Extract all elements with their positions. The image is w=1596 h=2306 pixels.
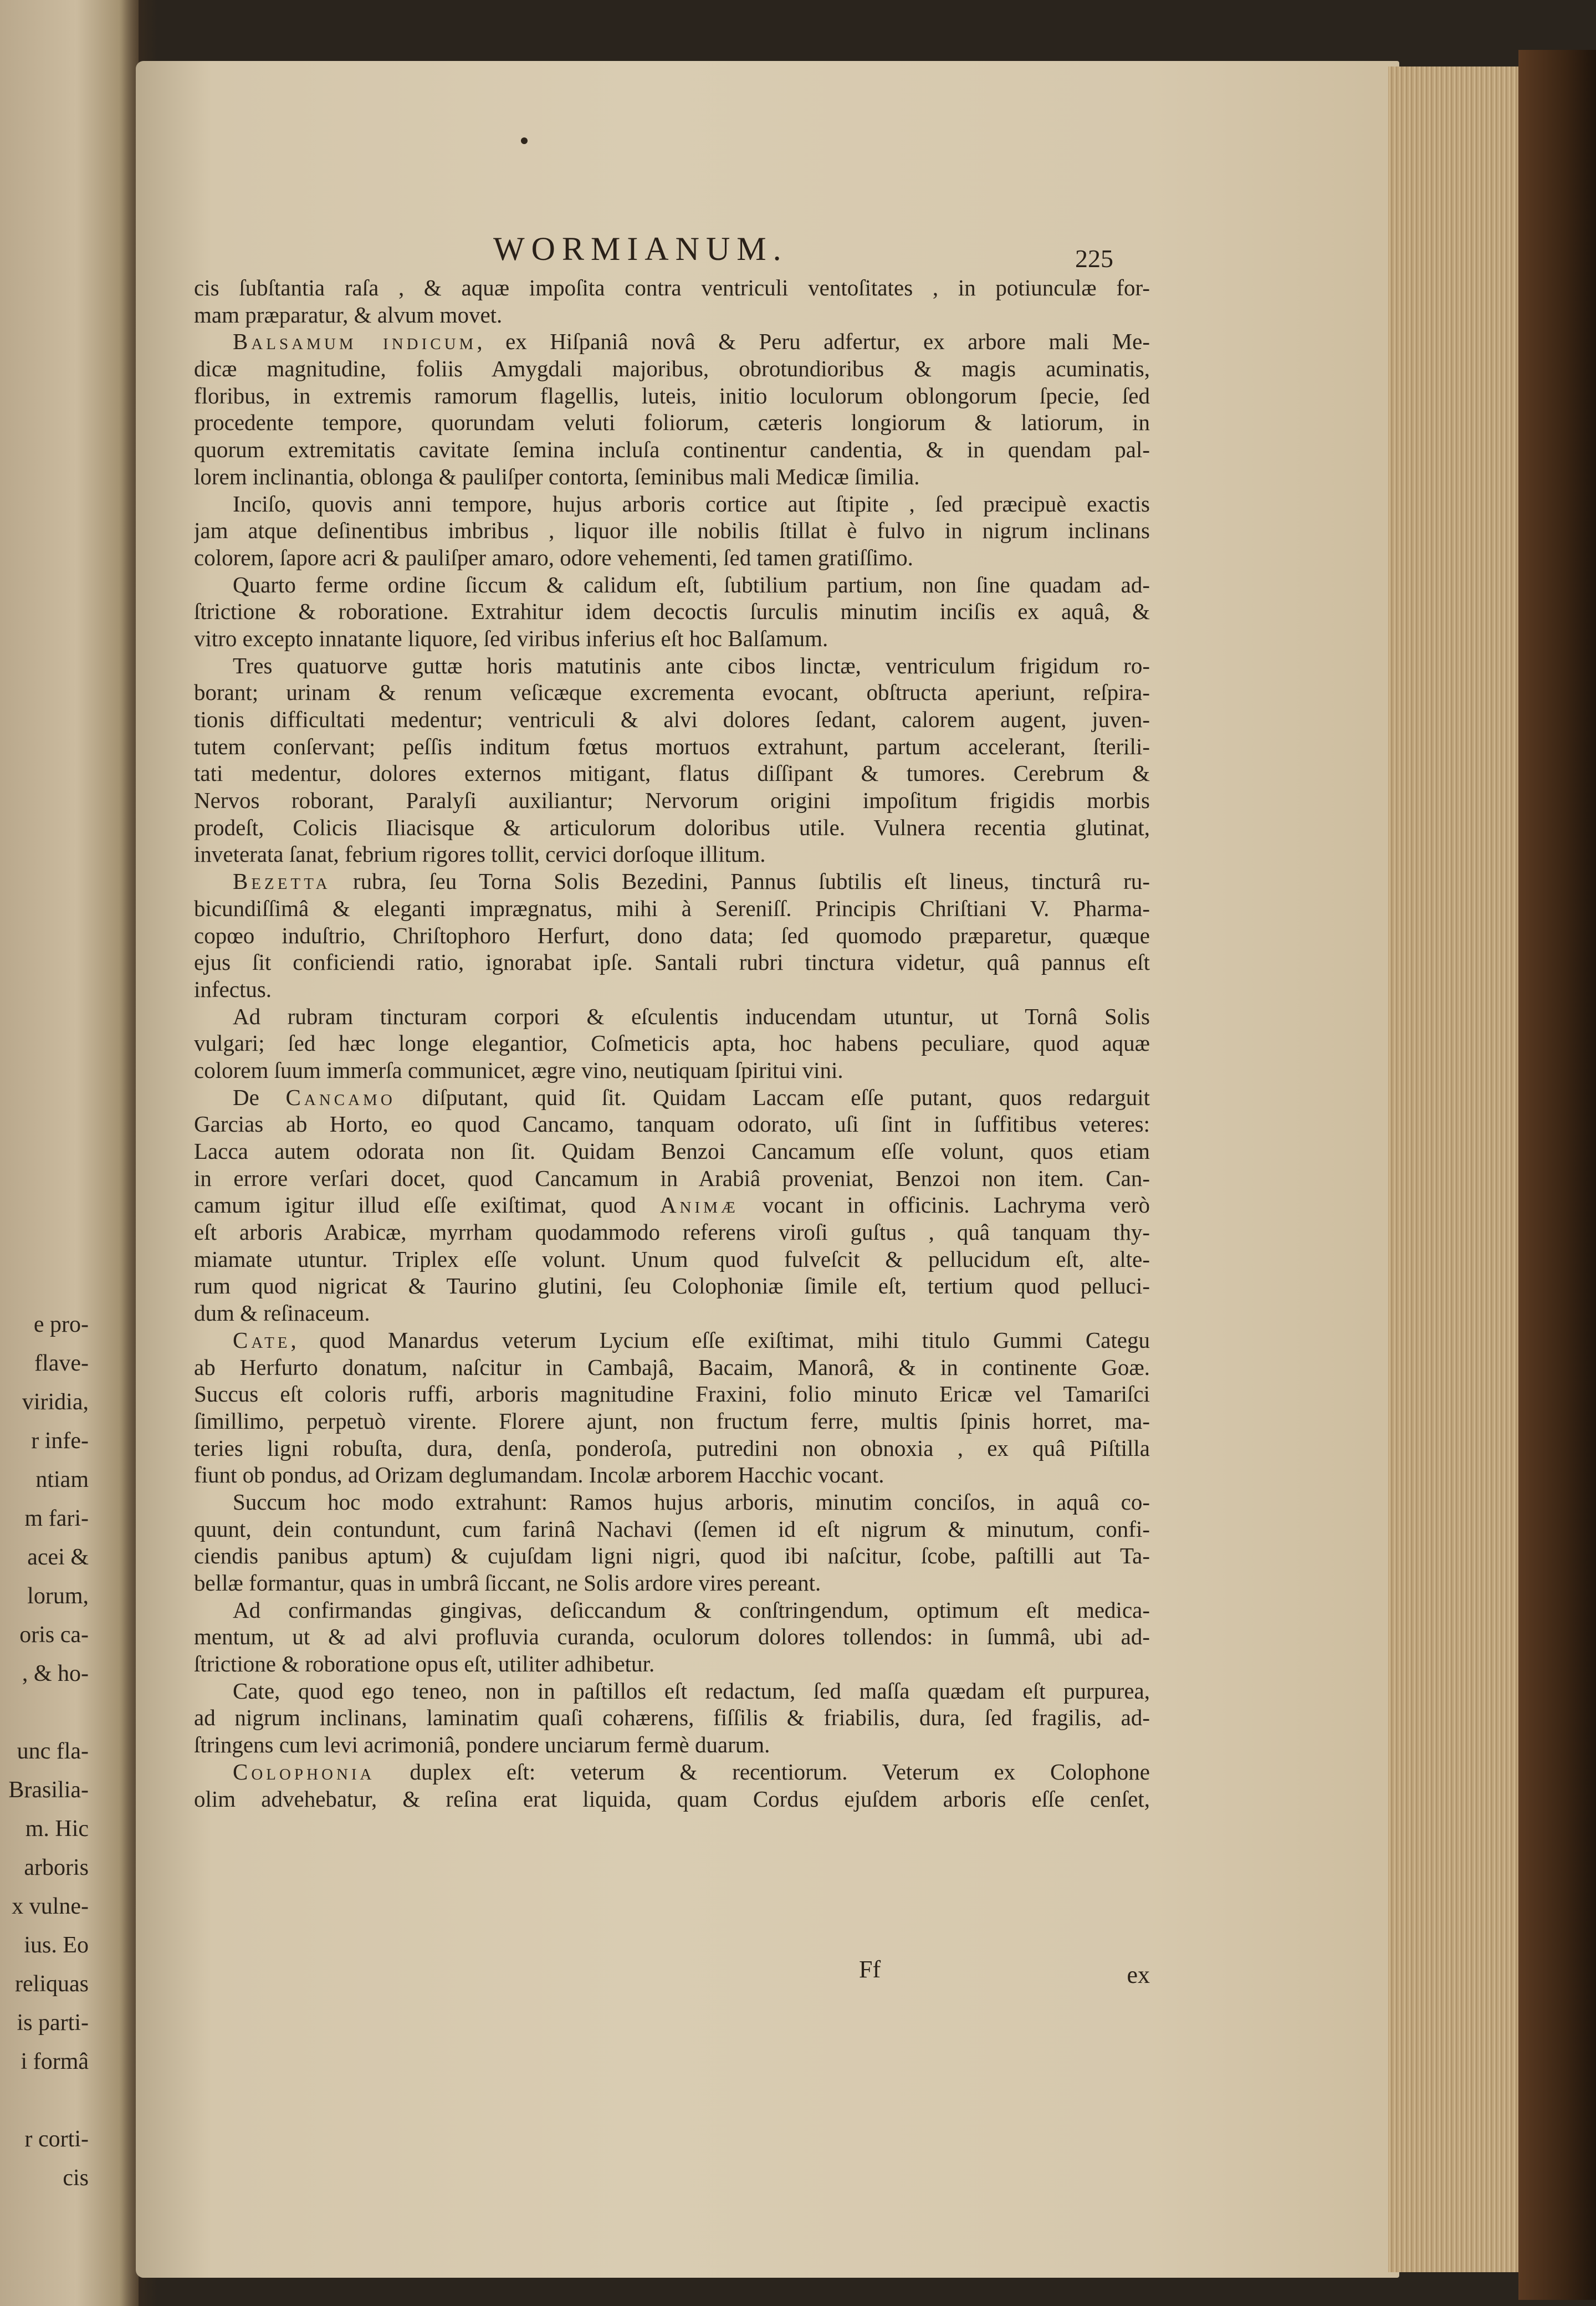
text-line <box>194 1111 1150 1138</box>
line-text: jam atque deſinentibus imbribus , liquor ille nobilis ſtillat è fulvo in nigrum inclinans <box>194 518 1150 544</box>
entry-headword: Colophonia <box>233 1758 375 1785</box>
text-line <box>194 1138 1150 1165</box>
entry-headword: Bezetta <box>233 868 331 894</box>
text-line <box>194 1380 1150 1408</box>
line-text: Cate, quod ego teneo, non in paſtillos eſt redactum, ſed maſſa quædam eſt purpurea, <box>233 1678 1150 1704</box>
line-text: ad nigrum inclinans, laminatim quaſi cohærens, fiſſilis & friabilis, dura, ſed fragilis, ad- <box>194 1705 1150 1731</box>
line-text: Inciſo, quovis anni tempore, hujus arboris cortice aut ſtipite , ſed præcipuè exactis <box>233 490 1150 517</box>
text-line <box>194 1165 1150 1192</box>
line-text: fiunt ob pondus, ad Orizam deglumandam. Incolæ arborem Hacchic vocant. <box>194 1462 884 1488</box>
text-line <box>194 1408 1150 1435</box>
page-footer <box>194 1955 1150 1988</box>
text-line <box>194 571 1150 599</box>
text-line <box>194 1435 1150 1462</box>
line-text: , quod Manardus veterum Lycium eſſe exiſtimat, mihi titulo Gummi Categu <box>290 1327 1150 1353</box>
text-line <box>194 1731 1150 1758</box>
text-line <box>194 625 1150 652</box>
ink-spot <box>521 137 528 144</box>
text-line <box>194 1084 1150 1111</box>
entry-headword: Cate <box>233 1327 291 1353</box>
text-line <box>194 1057 1150 1084</box>
text-line <box>194 1569 1150 1597</box>
line-text: Succum hoc modo extrahunt: Ramos hujus arboris, minutim conciſos, in aquâ co- <box>233 1489 1150 1515</box>
text-line <box>194 652 1150 679</box>
text-line <box>194 1678 1150 1705</box>
line-text: rum quod nigricat & Taurino glutini, ſeu Colophoniæ ſimile eſt, tertium quod pelluci- <box>194 1273 1150 1299</box>
line-text: vocant in officinis. Lachryma verò <box>738 1192 1150 1218</box>
line-text: colorem, ſapore acri & pauliſper amaro, odore vehementi, ſed tamen gratiſſimo. <box>194 544 913 570</box>
line-text: Ad confirmandas gingivas, deſiccandum & conſtringendum, optimum eſt medica- <box>233 1597 1150 1623</box>
left-margin-line: cis <box>63 2165 89 2191</box>
line-text: Succus eſt coloris ruffi, arboris magnitudine Fraxini, folio minuto Ericæ vel Tamariſci <box>194 1381 1150 1407</box>
left-margin-line: m. Hic <box>25 1816 89 1842</box>
left-margin-line: ntiam <box>35 1467 89 1492</box>
text-line <box>194 1354 1150 1381</box>
line-text: quunt, dein contundunt, cum farinâ Nachavi (ſemen id eſt nigrum & minutum, confi- <box>194 1516 1150 1542</box>
text-line <box>194 922 1150 949</box>
left-margin-line: acei & <box>27 1545 89 1570</box>
text-line <box>194 1272 1150 1300</box>
left-margin-line: lorum, <box>27 1583 89 1609</box>
line-text: Quarto ferme ordine ſiccum & calidum eſt, ſubtilium partium, non ſine quadam ad- <box>233 571 1150 597</box>
line-text: Lacca autem odorata non ſit. Quidam Benzoi Cancamum eſſe volunt, quos etiam <box>194 1138 1150 1164</box>
main-text-block <box>194 274 1150 1812</box>
line-text: mentum, ut & ad alvi profluvia curanda, oculorum dolores tollendos: in ſummâ, ubi ad- <box>194 1624 1150 1650</box>
line-text: infectus. <box>194 976 272 1002</box>
line-text: copœo induſtrio, Chriſtophoro Herfurt, dono data; ſed quomodo præparetur, quæque <box>194 922 1150 948</box>
text-line <box>194 544 1150 571</box>
signature-mark: Ff <box>859 1956 881 1983</box>
text-line <box>194 1516 1150 1543</box>
text-line <box>194 517 1150 544</box>
text-line <box>194 490 1150 518</box>
text-line <box>194 1758 1150 1786</box>
line-text: , ex Hiſpaniâ novâ & Peru adfertur, ex arbore mali Me- <box>477 329 1150 355</box>
text-line <box>194 1030 1150 1057</box>
line-text: rubra, ſeu Torna Solis Bezedini, Pannus ſubtilis eſt lineus, tincturâ ru- <box>330 868 1150 894</box>
text-line <box>194 868 1150 895</box>
text-line <box>194 598 1150 625</box>
line-text: eſt arboris Arabicæ, myrrham quodammodo referens viroſi guſtus , quâ tanquam thy- <box>194 1219 1150 1245</box>
line-text: bicundiſſimâ & eleganti imprægnatus, mihi à Sereniſſ. Principis Chriſtiani V. Pharma- <box>194 895 1150 921</box>
left-margin-line <box>0 2081 89 2120</box>
line-text: Nervos roborant, Paralyſi auxiliantur; Nervorum origini impoſitum frigidis morbis <box>194 788 1150 814</box>
line-text: cis ſubſtantia raſa , & aquæ impoſita contra ventriculi ventoſitates , in potiunculæ for- <box>194 275 1150 300</box>
line-text: miamate utuntur. Triplex eſſe volunt. Unum quod fulveſcit & pellucidum eſt, alte- <box>194 1246 1150 1272</box>
page-edges <box>1388 67 1527 2272</box>
text-line <box>194 382 1150 410</box>
line-text: olim advehebatur, & reſina erat liquida, quam Cordus ejuſdem arboris eſſe cenſet, <box>194 1786 1150 1812</box>
line-text: bellæ formantur, quas in umbrâ ſiccant, ne Solis ardore vires pereant. <box>194 1570 821 1596</box>
line-text: vitro excepto innatante liquore, ſed viribus inferius eſt hoc Balſamum. <box>194 625 828 651</box>
left-margin-line: r corti- <box>24 2126 89 2152</box>
line-text: ſimillimo, perpetuò virente. Florere ajunt, non fructum ferre, multis ſpinis horret, ma- <box>194 1408 1150 1434</box>
line-text: colorem ſuum immerſa communicet, ægre vino, neutiquam ſpiritui vini. <box>194 1057 843 1083</box>
catchword: ex <box>1127 1961 1150 1988</box>
left-margin-line: m fari- <box>24 1506 89 1531</box>
line-text: in errore verſari docet, quod Cancamum in Arabiâ proveniat, Benzoi non item. Can- <box>194 1165 1150 1191</box>
line-text: inveterata ſanat, febrium rigores tollit, cervici dorſoque illitum. <box>194 841 766 867</box>
book-cover-board <box>1518 50 1596 2300</box>
text-line <box>194 841 1150 868</box>
left-margin-line: viridia, <box>22 1389 89 1415</box>
line-text: ſtringens cum levi acrimoniâ, pondere unciarum fermè duarum. <box>194 1732 770 1758</box>
text-line <box>194 301 1150 329</box>
line-text: floribus, in extremis ramorum flagellis, luteis, initio loculorum oblongorum ſpecie, ſed <box>194 382 1150 408</box>
left-margin-line: arboris <box>24 1855 89 1880</box>
line-text: mam præparatur, & alvum movet. <box>194 301 503 328</box>
text-line <box>194 1461 1150 1489</box>
line-text: vulgari; ſed hæc longe elegantior, Coſmeticis apta, hoc habens peculiare, quod aquæ <box>194 1030 1150 1056</box>
text-line <box>194 1246 1150 1273</box>
line-text: quorum extremitatis cavitate ſemina incluſa continentur candentia, & in quendam pal- <box>194 437 1150 463</box>
left-margin-line: r infe- <box>31 1428 89 1454</box>
left-margin-line: e pro- <box>33 1312 89 1337</box>
text-line <box>194 1489 1150 1516</box>
line-text: prodeſt, Colicis Iliacisque & articulorum doloribus utile. Vulnera recentia glutinat, <box>194 814 1150 840</box>
text-line <box>194 1542 1150 1569</box>
line-text: tionis difficultati medentur; ventriculi & alvi dolores ſedant, calorem augent, juven- <box>194 707 1150 732</box>
left-margin-line <box>0 1693 89 1732</box>
text-line <box>194 679 1150 706</box>
text-line <box>194 1300 1150 1327</box>
text-line <box>194 436 1150 463</box>
entry-headword: Cancamo <box>285 1084 396 1110</box>
line-text: Ad rubram tincturam corpori & eſculentis inducendam utuntur, ut Tornâ Solis <box>233 1003 1150 1029</box>
text-line <box>194 463 1150 490</box>
line-text: ſtrictione & roboratione. Extrahitur idem decoctis ſurculis minutim inciſis ex aquâ, & <box>194 599 1150 625</box>
line-text: procedente tempore, quorundam veluti foliorum, cæteris longiorum & latiorum, in <box>194 410 1150 436</box>
text-line <box>194 949 1150 976</box>
line-text: ejus ſit conficiendi ratio, ignorabat ipſe. Santali rubri tinctura videtur, quâ pannus eſt <box>194 949 1150 975</box>
left-margin-line: Brasilia- <box>8 1777 89 1803</box>
text-line <box>194 1003 1150 1030</box>
text-line <box>194 355 1150 382</box>
text-line <box>194 274 1150 301</box>
line-text: tutem conſervant; peſſis inditum fœtus mortuos extrahunt, partum accelerant, ſterili- <box>194 733 1150 759</box>
line-text: teries ligni robuſta, dura, denſa, ponderoſa, putredini non obnoxia , ex quâ Piſtilla <box>194 1435 1150 1461</box>
text-line <box>194 814 1150 841</box>
text-line <box>194 1597 1150 1624</box>
line-text: borant; urinam & renum veſicæque excrementa evocant, obſtructa aperiunt, reſpira- <box>194 679 1150 705</box>
left-margin-line: reliquas <box>15 1971 89 1997</box>
text-line <box>194 787 1150 814</box>
text-line <box>194 1327 1150 1354</box>
text-line <box>194 328 1150 355</box>
left-page-margin-text <box>0 1305 89 2197</box>
text-line <box>194 976 1150 1003</box>
text-line <box>194 1623 1150 1650</box>
text-line <box>194 1704 1150 1731</box>
entry-headword: Balsamum indicum <box>233 329 477 355</box>
text-line <box>194 895 1150 922</box>
text-line <box>194 409 1150 436</box>
line-prefix: camum igitur illud eſſe exiſtimat, quod <box>194 1192 660 1218</box>
text-line <box>194 760 1150 787</box>
text-line <box>194 1650 1150 1678</box>
left-margin-line: i formâ <box>21 2049 89 2074</box>
line-text: dicæ magnitudine, foliis Amygdali majoribus, obrotundioribus & magis acuminatis, <box>194 356 1150 382</box>
left-margin-line: is parti- <box>17 2010 89 2036</box>
line-prefix: De <box>233 1084 286 1110</box>
running-head: WORMIANUM. <box>493 231 788 267</box>
left-margin-line: unc fla- <box>17 1739 89 1764</box>
line-text: duplex eſt: veterum & recentiorum. Veterum ex Colophone <box>375 1758 1150 1785</box>
line-text: diſputant, quid ſit. Quidam Laccam eſſe putant, quos redarguit <box>395 1084 1150 1110</box>
line-text: Tres quatuorve guttæ horis matutinis ante cibos linctæ, ventriculum frigidum ro- <box>233 652 1150 678</box>
left-margin-line: oris ca- <box>19 1622 89 1648</box>
left-margin-line: flave- <box>34 1351 89 1376</box>
page-number: 225 <box>1075 244 1113 273</box>
entry-headword: Animæ <box>659 1192 739 1218</box>
text-line <box>194 1219 1150 1246</box>
line-text: Garcias ab Horto, eo quod Cancamo, tanquam odorato, uſi ſint in ſuffitibus veteres: <box>194 1111 1150 1137</box>
line-text: lorem inclinantia, oblonga & pauliſper contorta, ſeminibus mali Medicæ ſimilia. <box>194 463 920 489</box>
line-text: dum & reſinaceum. <box>194 1300 370 1326</box>
text-line <box>194 733 1150 760</box>
line-text: ciendis panibus aptum) & cujuſdam ligni nigri, quod ibi naſcitur, ſcobe, paſtilli aut Ta- <box>194 1543 1150 1569</box>
left-margin-line: , & ho- <box>22 1661 89 1686</box>
text-line <box>194 1786 1150 1813</box>
text-line <box>194 1192 1150 1219</box>
line-text: tati medentur, dolores externos mitigant, flatus diſſipant & tumores. Cerebrum & <box>194 760 1150 786</box>
left-margin-line: x vulne- <box>12 1894 89 1919</box>
line-text: ab Herfurto donatum, naſcitur in Cambajâ, Bacaim, Manorâ, & in continente Goæ. <box>194 1354 1150 1380</box>
text-line <box>194 706 1150 733</box>
left-margin-line: ius. Eo <box>24 1932 89 1958</box>
line-text: ſtrictione & roboratione opus eſt, utiliter adhibetur. <box>194 1651 655 1677</box>
